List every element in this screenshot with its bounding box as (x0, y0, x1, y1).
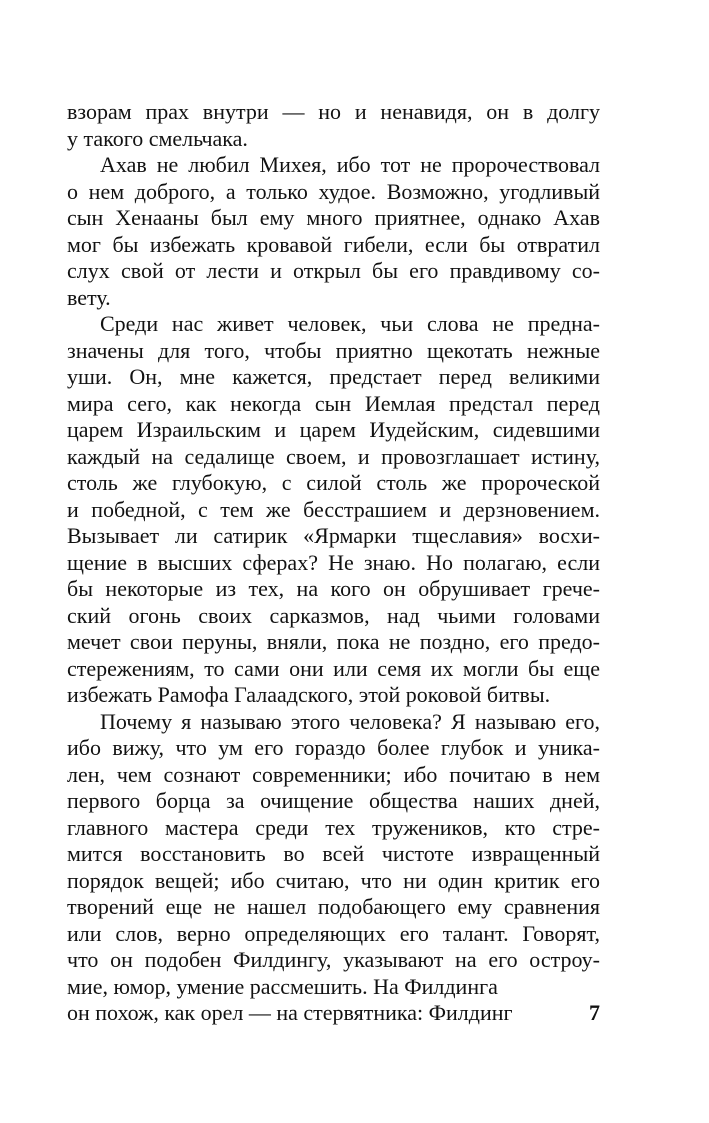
text-line: избежать Рамофа Галаадского, этой роковой битвы. (67, 682, 551, 707)
text-line: что он подобен Филдингу, указывают на его остроу- (67, 947, 600, 972)
text-line: взорам прах внутри — но и ненавидя, он в долгу (67, 99, 600, 124)
text-line: Вызывает ли сатирик «Ярмарки тщеславия» восхи- (67, 523, 600, 548)
text-line: вету. (67, 284, 111, 310)
text-line: бы некоторые из тех, на кого он обрушивает грече- (67, 576, 600, 601)
text-line-text: он похож, как орел — на стервятника: Филдинг (67, 1000, 513, 1025)
text-line: слух свой от лести и открыл бы его правдивому со- (67, 258, 600, 283)
text-line (67, 1000, 600, 1027)
text-line: уши. Он, мне кажется, предстает перед великими (67, 364, 600, 389)
text-line: стережениям, то сами они или семя их могли бы еще (67, 655, 600, 681)
text-line: порядок вещей; ибо считаю, что ни один критик его (67, 867, 600, 893)
text-line: щение в высших сферах? Не знаю. Но полагаю, если (67, 549, 600, 575)
text-line: Среди нас живет человек, чьи слова не предна- (100, 311, 600, 336)
text-line: мится восстановить во всей чистоте извращенный (67, 841, 600, 866)
page-number: 7 (589, 1000, 600, 1025)
text-block (67, 99, 600, 1027)
text-line: главного мастера среди тех тружеников, кто стре- (67, 814, 600, 840)
text-line: о нем доброго, а только худое. Возможно, угодливый (67, 178, 600, 204)
text-line: Почему я называю этого человека? Я называю его, (100, 708, 600, 734)
text-line: Ахав не любил Михея, ибо тот не пророчествовал (100, 152, 600, 177)
text-line: и победной, с тем же бесстрашием и дерзновением. (67, 496, 600, 522)
text-line: столь же глубокую, с силой столь же пророческой (67, 470, 600, 495)
text-line: царем Израильским и царем Иудейским, сидевшими (67, 417, 600, 442)
text-line: мира сего, как некогда сын Иемлая предстал перед (67, 390, 600, 416)
text-line: творений еще не нашел подобающего ему сравнения (67, 894, 600, 919)
text-line: мог бы избежать кровавой гибели, если бы отвратил (67, 231, 600, 257)
text-line: или слов, верно определяющих его талант. Говорят, (67, 920, 600, 946)
text-line: первого борца за очищение общества наших дней, (67, 788, 600, 813)
text-line: мие, юмор, умение рассмешить. На Филдинга (67, 973, 498, 999)
text-line: ский огонь своих сарказмов, над чьими головами (67, 602, 600, 628)
text-line: сын Хенааны был ему много приятнее, однако Ахав (67, 205, 600, 230)
text-line: ибо вижу, что ум его гораздо более глубок и уника- (67, 735, 600, 760)
text-line: значены для того, чтобы приятно щекотать нежные (67, 337, 600, 363)
text-line: мечет свои перуны, вняли, пока не поздно, его предо- (67, 629, 600, 654)
text-line: у такого смельчака. (67, 125, 248, 151)
text-line: каждый на седалище своем, и провозглашает истину, (67, 443, 600, 469)
text-line: лен, чем сознают современники; ибо почитаю в нем (67, 761, 600, 787)
